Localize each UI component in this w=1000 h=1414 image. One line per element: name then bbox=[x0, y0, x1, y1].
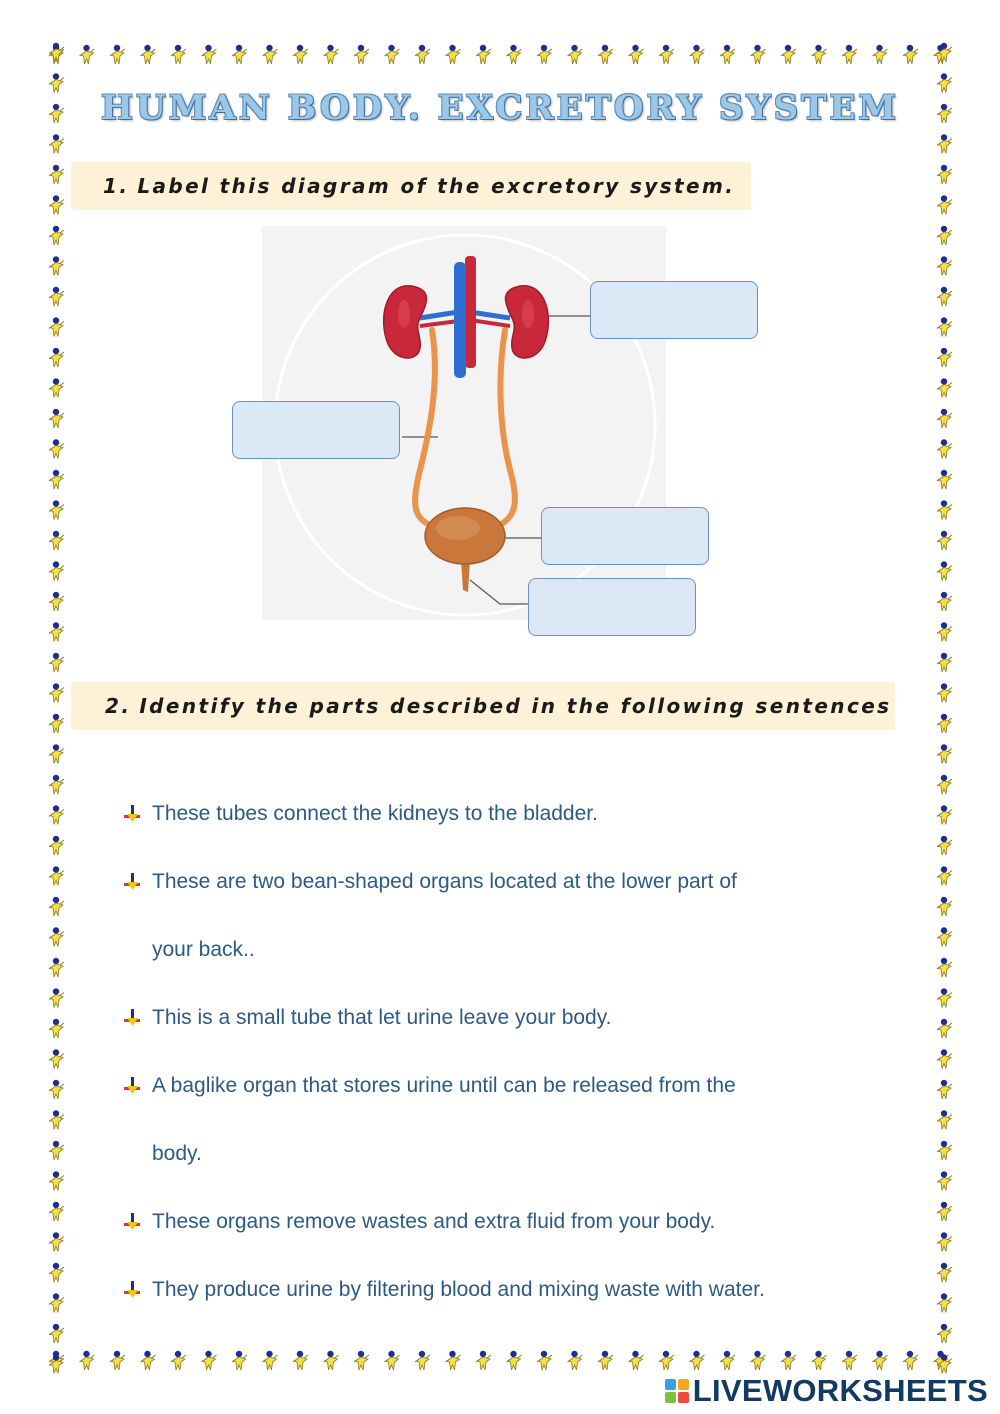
figure-star-icon bbox=[49, 1141, 64, 1160]
question-text: They produce urine by filtering blood and mixing waste with water. bbox=[152, 1278, 765, 1301]
figure-star-icon bbox=[937, 1202, 952, 1221]
figure-star-icon bbox=[49, 1171, 64, 1190]
figure-star-icon bbox=[49, 1263, 64, 1282]
section-2-heading bbox=[71, 682, 895, 730]
figure-star-icon bbox=[49, 714, 64, 733]
figure-star-icon bbox=[49, 1293, 64, 1312]
section-2-number: 2. bbox=[105, 694, 132, 718]
figure-star-icon bbox=[937, 1293, 952, 1312]
logo-text: LIVEWORKSHEETS bbox=[692, 1373, 988, 1408]
aorta bbox=[465, 256, 476, 368]
excretory-system-diagram bbox=[0, 0, 1000, 700]
figure-star-icon bbox=[598, 1351, 613, 1370]
figure-star-icon bbox=[49, 775, 64, 794]
figure-star-icon bbox=[324, 1351, 339, 1370]
question-text-continued: your back.. bbox=[152, 938, 255, 961]
arrow-down-cross-icon bbox=[122, 872, 142, 892]
figure-star-icon bbox=[49, 958, 64, 977]
figure-star-icon bbox=[232, 1351, 247, 1370]
figure-star-icon bbox=[263, 1351, 278, 1370]
figure-star-icon bbox=[385, 1351, 400, 1370]
figure-star-icon bbox=[751, 1351, 766, 1370]
figure-star-icon bbox=[937, 775, 952, 794]
label-box-bladder[interactable] bbox=[541, 507, 709, 565]
question-text: These are two bean-shaped organs located at the lower part of bbox=[152, 870, 737, 893]
leader-line-urethra bbox=[470, 580, 528, 604]
figure-star-icon bbox=[49, 1080, 64, 1099]
figure-star-icon bbox=[873, 1351, 888, 1370]
figure-star-icon bbox=[507, 1351, 522, 1370]
figure-star-icon bbox=[937, 1110, 952, 1129]
figure-star-icon bbox=[568, 1351, 583, 1370]
question-item bbox=[122, 780, 882, 848]
vena-cava bbox=[454, 262, 466, 378]
figure-star-icon bbox=[49, 1232, 64, 1251]
figure-star-icon bbox=[49, 1354, 64, 1373]
question-item bbox=[122, 1256, 882, 1324]
figure-star-icon bbox=[937, 836, 952, 855]
question-text: A baglike organ that stores urine until can be released from the bbox=[152, 1074, 736, 1097]
right-kidney-highlight bbox=[522, 300, 534, 328]
label-box-ureter[interactable] bbox=[232, 401, 400, 459]
figure-star-icon bbox=[202, 1351, 217, 1370]
question-list bbox=[122, 780, 882, 1324]
figure-star-icon bbox=[629, 1351, 644, 1370]
question-text: This is a small tube that let urine leave your body. bbox=[152, 1006, 612, 1029]
left-ureter bbox=[415, 330, 437, 528]
figure-star-icon bbox=[354, 1351, 369, 1370]
figure-star-icon bbox=[49, 1019, 64, 1038]
arrow-down-cross-icon bbox=[122, 804, 142, 824]
figure-star-icon bbox=[49, 805, 64, 824]
figure-star-icon bbox=[659, 1351, 674, 1370]
figure-star-icon bbox=[49, 866, 64, 885]
arrow-down-cross-icon bbox=[122, 1076, 142, 1096]
section-1-text: Label this diagram of the excretory system. bbox=[137, 174, 736, 198]
question-text: These tubes connect the kidneys to the bladder. bbox=[152, 802, 598, 825]
right-ureter bbox=[493, 330, 515, 528]
figure-star-icon bbox=[937, 1354, 952, 1373]
arrow-down-cross-icon bbox=[122, 1280, 142, 1300]
question-text: These organs remove wastes and extra fluid from your body. bbox=[152, 1210, 716, 1233]
figure-star-icon bbox=[937, 866, 952, 885]
figure-star-icon bbox=[937, 805, 952, 824]
figure-star-icon bbox=[446, 1351, 461, 1370]
figure-star-icon bbox=[937, 988, 952, 1007]
figure-star-icon bbox=[110, 1351, 125, 1370]
figure-star-icon bbox=[937, 1019, 952, 1038]
figure-star-icon bbox=[937, 1324, 952, 1343]
figure-star-icon bbox=[937, 1049, 952, 1068]
figure-star-icon bbox=[937, 1263, 952, 1282]
liveworksheets-logo[interactable] bbox=[665, 1372, 988, 1410]
figure-star-icon bbox=[49, 1324, 64, 1343]
figure-star-icon bbox=[49, 927, 64, 946]
section-2-text: Identify the parts described in the following sentences bbox=[139, 694, 892, 718]
figure-star-icon bbox=[812, 1351, 827, 1370]
figure-star-icon bbox=[49, 1110, 64, 1129]
urethra bbox=[461, 560, 470, 592]
question-item bbox=[122, 1052, 882, 1188]
page-title: HUMAN BODY. EXCRETORY SYSTEM bbox=[100, 88, 900, 128]
figure-star-icon bbox=[49, 1049, 64, 1068]
figure-star-icon bbox=[171, 1351, 186, 1370]
figure-star-icon bbox=[49, 988, 64, 1007]
question-item bbox=[122, 984, 882, 1052]
figure-star-icon bbox=[842, 1351, 857, 1370]
question-text-continued: body. bbox=[152, 1142, 202, 1165]
label-box-kidney[interactable] bbox=[590, 281, 758, 339]
figure-star-icon bbox=[49, 1202, 64, 1221]
label-box-urethra[interactable] bbox=[528, 578, 696, 636]
figure-star-icon bbox=[937, 1232, 952, 1251]
figure-star-icon bbox=[903, 1351, 918, 1370]
figure-star-icon bbox=[937, 927, 952, 946]
figure-star-icon bbox=[141, 1351, 156, 1370]
arrow-down-cross-icon bbox=[122, 1212, 142, 1232]
figure-star-icon bbox=[781, 1351, 796, 1370]
figure-star-icon bbox=[937, 897, 952, 916]
question-item bbox=[122, 1188, 882, 1256]
section-1-number: 1. bbox=[103, 174, 130, 198]
figure-star-icon bbox=[690, 1351, 705, 1370]
figure-star-icon bbox=[937, 744, 952, 763]
figure-star-icon bbox=[415, 1351, 430, 1370]
figure-star-icon bbox=[937, 1171, 952, 1190]
left-renal-vein bbox=[420, 312, 458, 318]
figure-star-icon bbox=[937, 714, 952, 733]
bladder-highlight bbox=[436, 516, 480, 540]
figure-star-icon bbox=[293, 1351, 308, 1370]
figure-star-icon bbox=[476, 1351, 491, 1370]
figure-star-icon bbox=[937, 958, 952, 977]
left-kidney-highlight bbox=[398, 300, 410, 328]
figure-star-icon bbox=[720, 1351, 735, 1370]
figure-star-icon bbox=[80, 1351, 95, 1370]
figure-star-icon bbox=[937, 1141, 952, 1160]
figure-star-icon bbox=[49, 836, 64, 855]
question-item bbox=[122, 848, 882, 984]
liveworksheets-logo-icon bbox=[665, 1379, 689, 1403]
figure-star-icon bbox=[49, 897, 64, 916]
figure-star-icon bbox=[49, 744, 64, 763]
arrow-down-cross-icon bbox=[122, 1008, 142, 1028]
figure-star-icon bbox=[937, 1080, 952, 1099]
figure-star-icon bbox=[537, 1351, 552, 1370]
